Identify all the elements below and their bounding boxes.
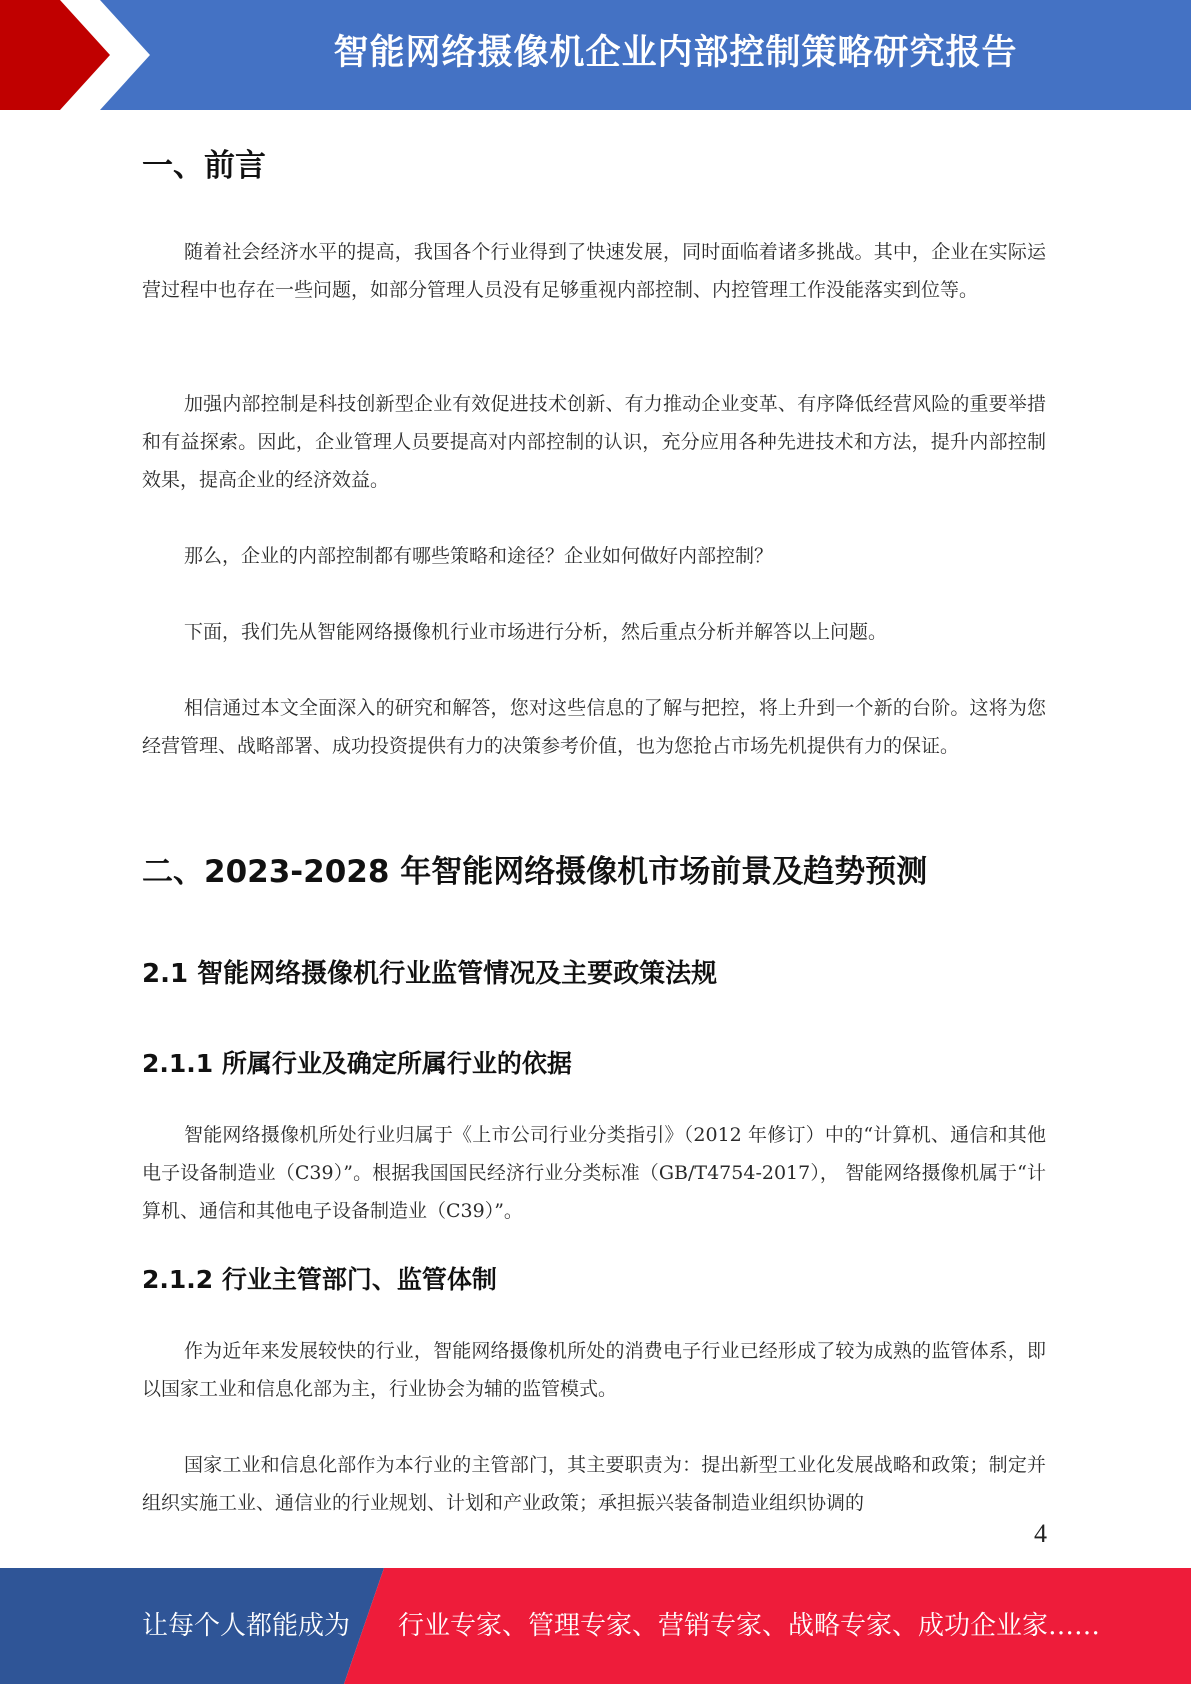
footer-slogan-right: 行业专家、管理专家、营销专家、战略专家、成功企业家……: [398, 1611, 1101, 1641]
report-title: 智能网络摄像机企业内部控制策略研究报告: [333, 33, 1018, 73]
page-number: 4: [1034, 1519, 1047, 1548]
preface-paragraph-4: 下面，我们先从智能网络摄像机行业市场进行分析，然后重点分析并解答以上问题。: [184, 621, 888, 643]
subsection-heading-2-1: 2.1 智能网络摄像机行业监管情况及主要政策法规: [142, 959, 718, 989]
preface-paragraph-3: 那么，企业的内部控制都有哪些策略和途径？企业如何做好内部控制？: [184, 545, 774, 567]
preface-paragraph-5: 相信通过本文全面深入的研究和解答，您对这些信息的了解与把控，将上升到一个新的台阶。这将为您经营管理、战略部署、成功投资提供有力的决策参考价值，也为您抢占市场先机提供有力的保证。: [142, 697, 1046, 757]
preface-paragraph-2: 加强内部控制是科技创新型企业有效促进技术创新、有力推动企业变革、有序降低经营风险的重要举措和有益探索。因此，企业管理人员要提高对内部控制的认识，充分应用各种先进技术和方法，提升内部控制效果，提高企业的经济效益。: [142, 393, 1046, 491]
paragraph-2-1-1: 智能网络摄像机所处行业归属于《上市公司行业分类指引》（2012 年修订）中的“计算机、通信和其他电子设备制造业（C39）”。根据我国国民经济行业分类标准（GB/T4754-2017）， 智能网络摄像机属于“计算机、通信和其他电子设备制造业（C39）”。: [142, 1124, 1046, 1222]
paragraph-2-1-2-a: 作为近年来发展较快的行业，智能网络摄像机所处的消费电子行业已经形成了较为成熟的监管体系，即以国家工业和信息化部为主，行业协会为辅的监管模式。: [142, 1340, 1046, 1400]
subsection-heading-2-1-1: 2.1.1 所属行业及确定所属行业的依据: [142, 1049, 572, 1078]
section-heading-market: 二、2023-2028 年智能网络摄像机市场前景及趋势预测: [142, 854, 928, 890]
preface-paragraph-1: 随着社会经济水平的提高，我国各个行业得到了快速发展，同时面临着诸多挑战。其中，企业在实际运营过程中也存在一些问题，如部分管理人员没有足够重视内部控制、内控管理工作没能落实到位等。: [142, 241, 1046, 301]
header-banner: [0, 0, 1191, 110]
subsection-heading-2-1-2: 2.1.2 行业主管部门、监管体制: [142, 1265, 497, 1294]
header-chevron-decoration: [0, 0, 160, 110]
section-heading-preface: 一、前言: [142, 148, 266, 184]
paragraph-2-1-2-b: 国家工业和信息化部作为本行业的主管部门，其主要职责为：提出新型工业化发展战略和政策；制定并组织实施工业、通信业的行业规划、计划和产业政策；承担振兴装备制造业组织协调的: [142, 1454, 1046, 1514]
footer-banner: [0, 1568, 1191, 1684]
footer-slogan-left: 让每个人都能成为: [142, 1611, 351, 1641]
